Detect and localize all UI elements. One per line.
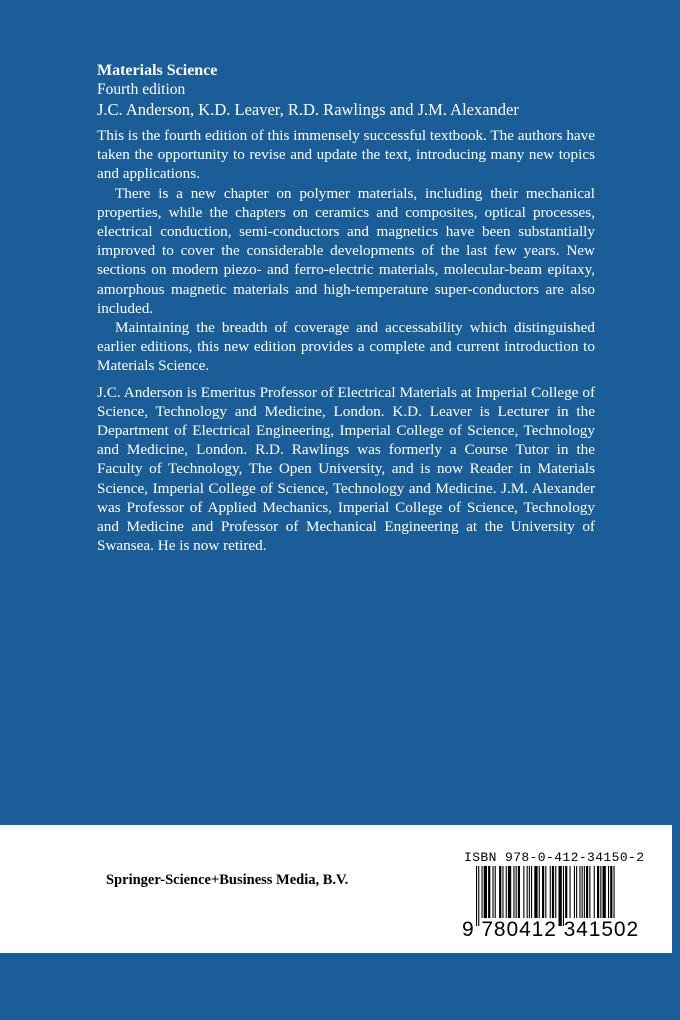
publisher-name: Springer-Science+Business Media, B.V. [106, 872, 349, 888]
back-cover-text [97, 62, 595, 555]
barcode-icon [476, 866, 616, 926]
book-title: Materials Science [97, 62, 218, 79]
authors-line: J.C. Anderson, K.D. Leaver, R.D. Rawlings and J.M. Alexander [97, 100, 519, 119]
author-biography: J.C. Anderson is Emeritus Professor of Electrical Materials at Imperial College of Science, Technology and Medicine, London. K.D. Leaver is Lecturer in the Department of Electrical Engineering, Imperial College of Science, Technology and Medicine, London. R.D. Rawlings was formerly a Course Tutor in the Faculty of Technology, The Open University, and is now Reader in Materials Science, Imperial College of Science, Technology and Medicine. J.M. Alexander was Professor of Applied Mechanics, Imperial College of Science, Technology and Medicine and Professor of Mechanical Engineering at the University of Swansea. He is now retired. [97, 383, 595, 555]
barcode-digits [462, 918, 639, 942]
barcode-lead-digit: 9 [462, 918, 475, 941]
barcode-left-digits: 780412 [481, 918, 557, 941]
edition-label: Fourth edition [97, 81, 186, 98]
description-paragraph-1: This is the fourth edition of this immensely successful textbook. The authors have taken the opportunity to revise and update the text, introducing many new topics and applications. [97, 127, 595, 183]
description-paragraph-3: Maintaining the breadth of coverage and accessability which distinguished earlier editions, this new edition provides a complete and current introduction to Materials Science. [97, 319, 595, 375]
description-paragraph-2: There is a new chapter on polymer materials, including their mechanical properties, while the chapters on ceramics and composites, optical processes, electrical conduction, semi-conductors and magnetics have been substantially improved to cover the considerable developments of the last few years. New sections on modern piezo- and ferro-electric materials, molecular-beam epitaxy, amorphous magnetic materials and high-temperature super-conductors are also included. [97, 184, 595, 317]
isbn-label: ISBN 978-0-412-34150-2 [464, 850, 645, 865]
barcode-right-digits: 341502 [563, 918, 640, 941]
